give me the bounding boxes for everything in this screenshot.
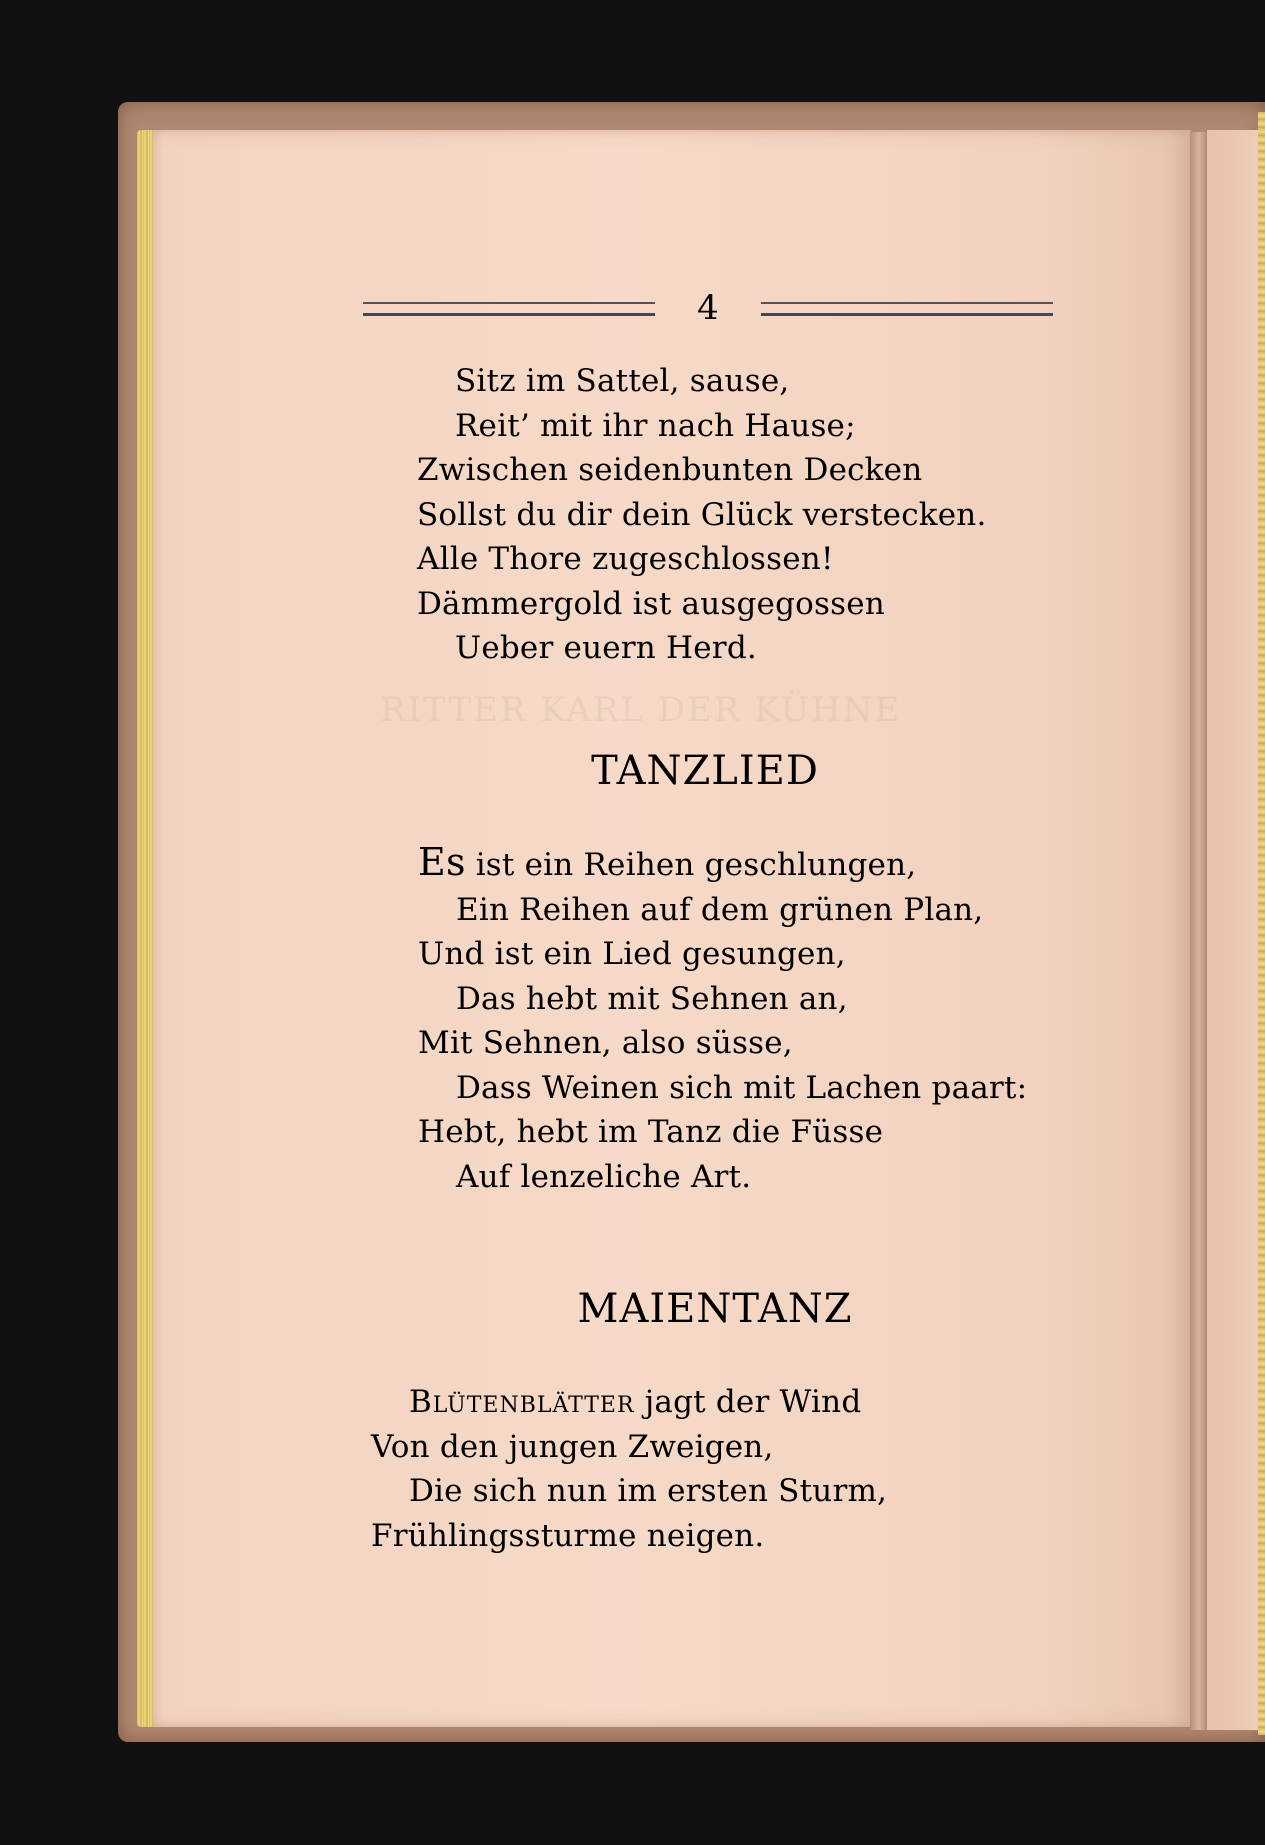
poem-stanza-3 xyxy=(371,1380,887,1558)
poem-stanza-1 xyxy=(417,359,987,671)
poem-line: Dämmergold ist ausgegossen xyxy=(417,585,885,622)
poem-line: Zwischen seidenbunten Decken xyxy=(417,452,923,488)
poem-line: Von den jungen Zweigen, xyxy=(371,1428,774,1465)
poem-line: Sitz im Sattel, sause, xyxy=(455,363,790,399)
poem-line: Das hebt mit Sehnen an, xyxy=(456,980,848,1017)
facing-page-edge xyxy=(1258,112,1265,1735)
poem-title-maientanz: MAIENTANZ xyxy=(577,1286,853,1332)
poem-line: Dass Weinen sich mit Lachen paart: xyxy=(456,1069,1028,1106)
bleed-through-text: RITTER KARL DER KÜHNE xyxy=(380,690,902,730)
poem-line: Mit Sehnen, also süsse, xyxy=(418,1025,793,1061)
header-rule-right xyxy=(761,302,1053,316)
poem-first-line xyxy=(418,840,1027,888)
poem-line: Frühlingssturme neigen. xyxy=(371,1517,765,1554)
header-rule-left xyxy=(363,302,655,316)
poem-line: Hebt, hebt im Tanz die Füsse xyxy=(418,1114,884,1150)
poem-first-line xyxy=(371,1380,887,1425)
first-line-rest: ist ein Reihen geschlungen, xyxy=(465,847,917,883)
first-line-rest: jagt der Wind xyxy=(634,1384,862,1420)
poem-line: Sollst du dir dein Glück verstecken. xyxy=(417,496,987,533)
poem-line: Auf lenzeliche Art. xyxy=(456,1158,752,1195)
page-number: 4 xyxy=(697,288,719,328)
small-caps-opening: Blütenblätter xyxy=(409,1384,635,1420)
drop-initial: Es xyxy=(418,840,466,884)
poem-line: Und ist ein Lied gesungen, xyxy=(418,936,846,972)
facing-page xyxy=(1207,130,1265,1730)
poem-line: Alle Thore zugeschlossen! xyxy=(417,541,834,577)
poem-line: Ueber euern Herd. xyxy=(455,630,757,666)
poem-line: Die sich nun im ersten Sturm, xyxy=(409,1473,888,1509)
poem-stanza-2 xyxy=(418,840,1027,1199)
poem-line: Ein Reihen auf dem grünen Plan, xyxy=(456,891,984,928)
poem-line: Reit’ mit ihr nach Hause; xyxy=(455,407,856,444)
poem-title-tanzlied: TANZLIED xyxy=(591,748,819,794)
